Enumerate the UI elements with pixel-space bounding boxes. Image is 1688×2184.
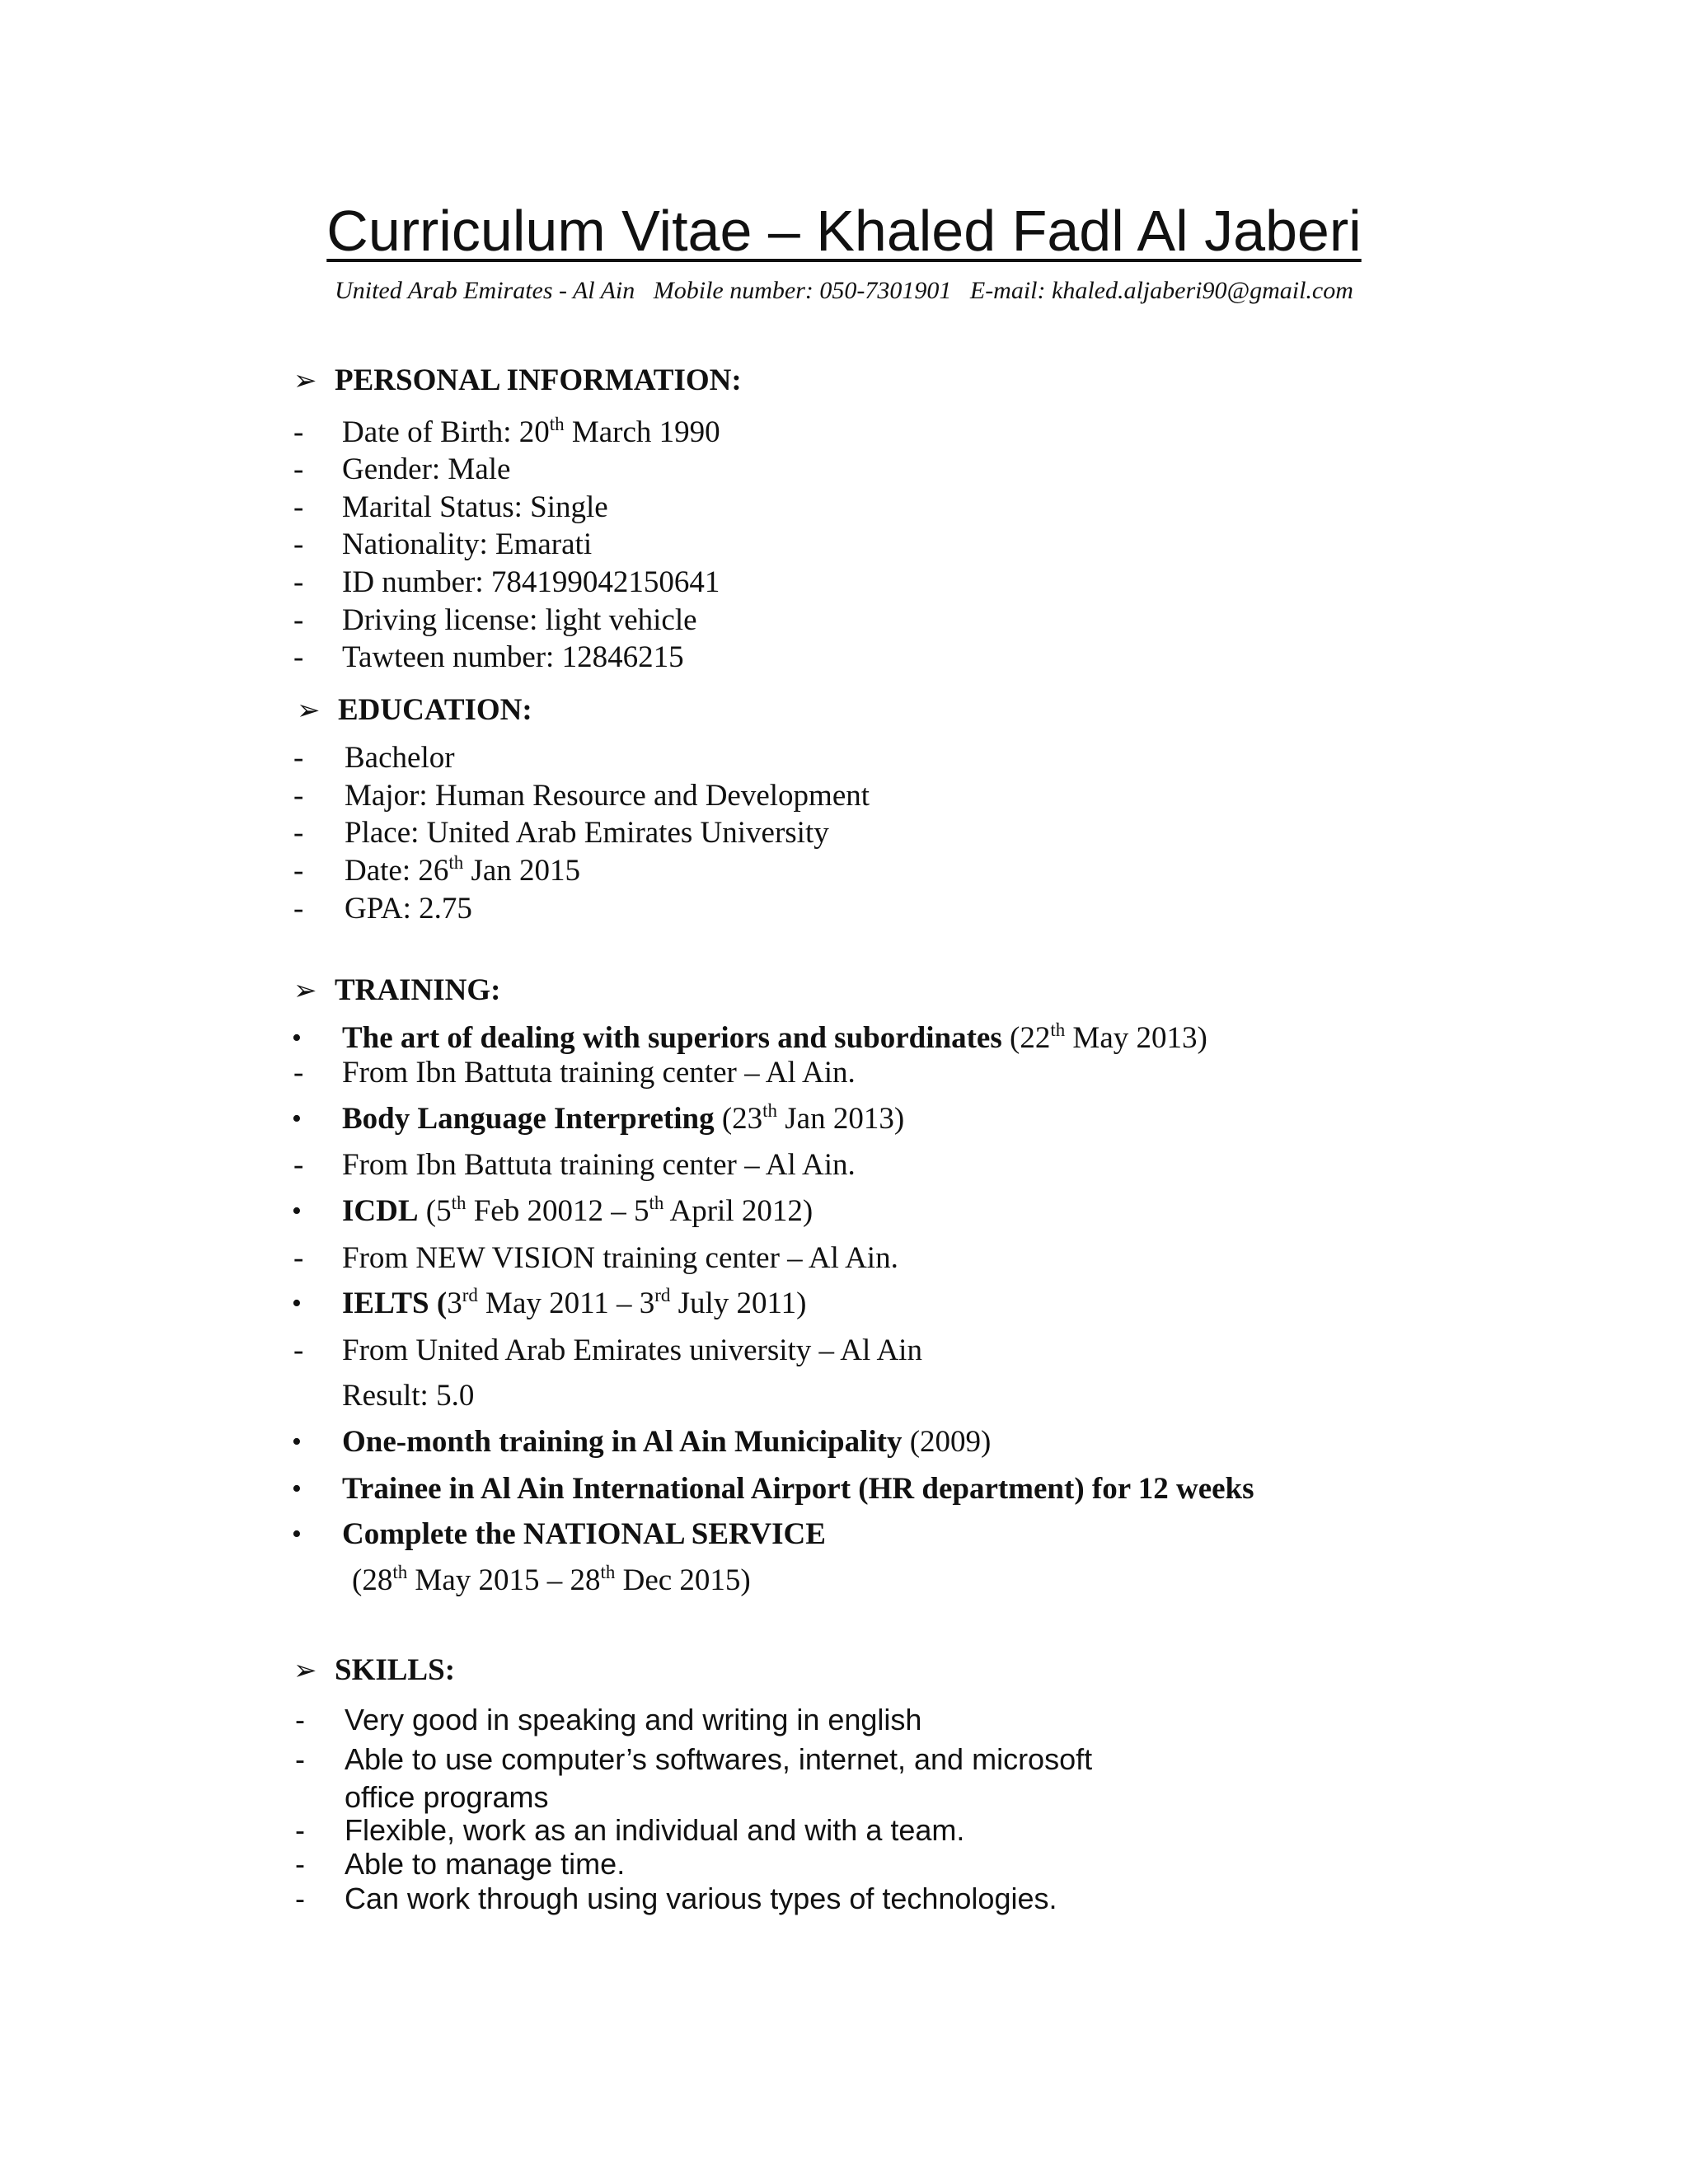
arrow-bullet-icon: ➢	[293, 976, 317, 1006]
section-heading-personal: ➢ PERSONAL INFORMATION:	[293, 363, 742, 400]
arrow-bullet-icon: ➢	[293, 366, 317, 396]
section-heading-training: ➢ TRAINING:	[293, 972, 500, 1010]
section-heading-skills: ➢ SKILLS:	[293, 1652, 455, 1690]
section-heading-education: ➢ EDUCATION:	[297, 692, 532, 729]
contact-line: United Arab Emirates - Al Ain Mobile number: 050-7301901 E-mail: khaled.aljaberi90@gmail.com	[335, 277, 1353, 304]
arrow-bullet-icon: ➢	[297, 696, 321, 726]
page-title: Curriculum Vitae – Khaled Fadl Al Jaberi	[326, 199, 1362, 263]
arrow-bullet-icon: ➢	[293, 1656, 317, 1686]
cv-page: Curriculum Vitae – Khaled Fadl Al Jaberi United Arab Emirates - Al Ain Mobile number: 050-7301901 E-mail: khaled.aljaberi90@gmail.com ➢ PERSONAL INFORMATION: - Date of Birth: 20th March 1990 - Gender: Male - Marital Status: Single - Nationality: Emarati - ID number: 784199042150641 - Driving license: light vehicle - Tawteen number: 12846215 ➢ EDUCATION: - Bachelor - Major: Human Resource and Development - Place: United Arab Emirates University - Date: 26th Jan 2015 - GPA: 2.75 ➢ TRAINING: • The art of dealing with superiors and subordinates (22th May 2013) - From Ibn Battuta training center – Al Ain. • Body Language Interpreting (23th Jan 2013) - From Ibn Battuta training center – Al Ain. • ICDL (5th Feb 20012 – 5th April 2012) - From NEW VISION training center – Al Ain. • IELTS (3rd May 2011 – 3rd July 2011) - From United Arab Emirates university – Al Ain Result: 5.0 • One-month training in Al Ain Municipality (2009) • Trainee in Al Ain International Airport (HR department) for 12 weeks • Complete the NATIONAL SERVICE (28th May 2015 – 28th Dec 2015) ➢ SKILLS: - Very good in speaking and writing in english - Able to use computer’s softwares, internet, and microsoft office programs - Flexible, work as an individual and with a team. - Able to manage time. - Can work through using various types of technologies.	[0, 0, 1688, 2184]
